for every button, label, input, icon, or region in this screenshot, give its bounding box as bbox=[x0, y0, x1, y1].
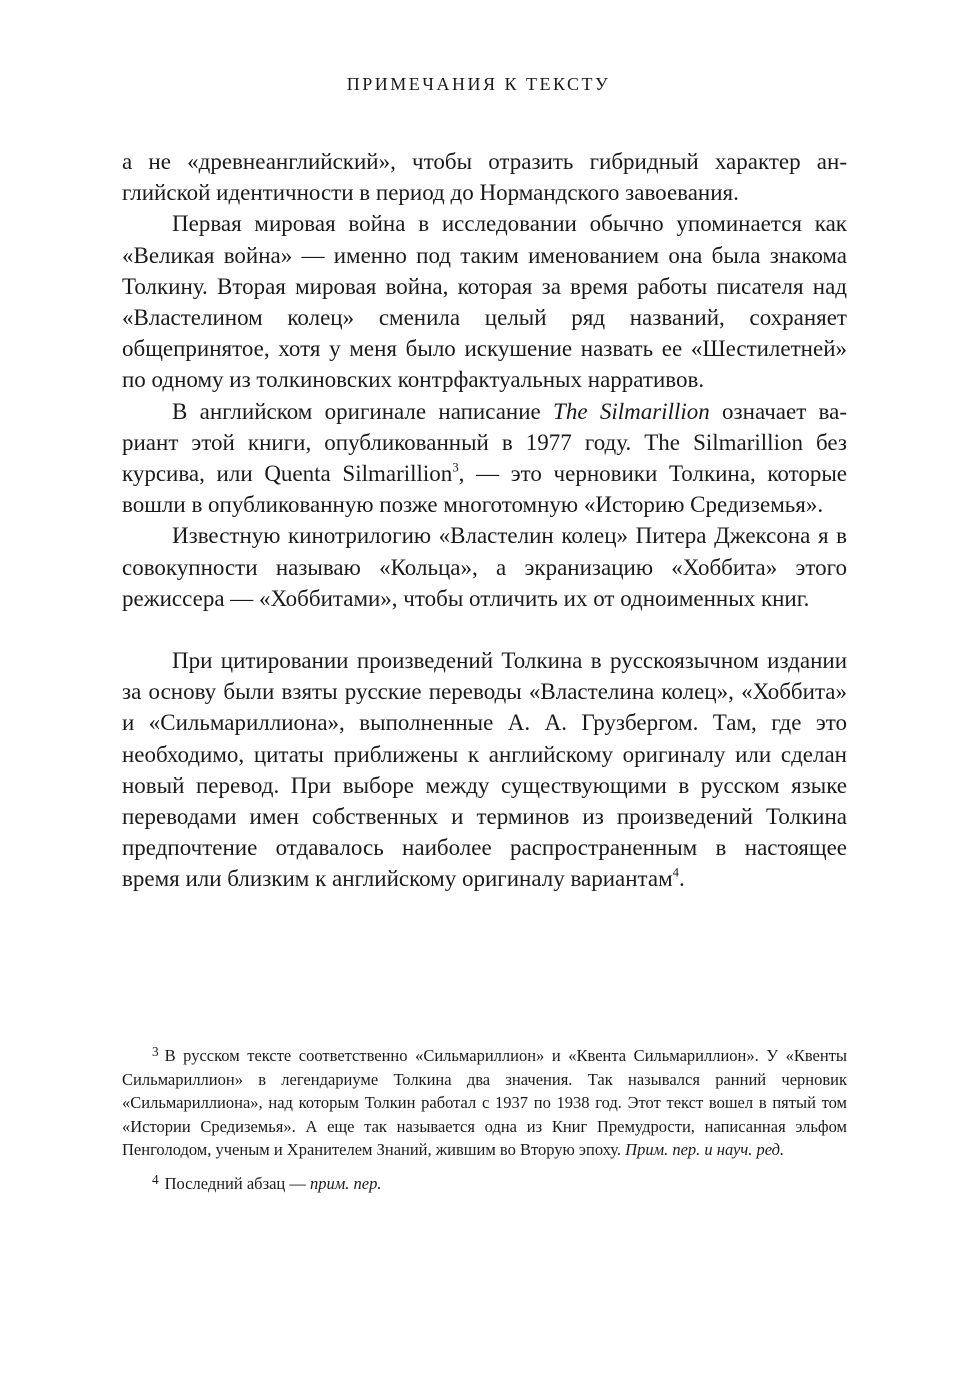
footnote-ref-3[interactable]: 3 bbox=[452, 460, 459, 475]
footnote-4-mark: 4 bbox=[152, 1172, 159, 1188]
footnotes bbox=[122, 1044, 847, 1196]
paragraph-3 bbox=[122, 396, 847, 521]
paragraph-5-text-b: . bbox=[678, 866, 685, 892]
footnote-3 bbox=[122, 1044, 847, 1162]
footnote-4-note: прим. пер. bbox=[309, 1173, 382, 1193]
footnote-3-mark: 3 bbox=[152, 1044, 159, 1060]
running-header: ПРИМЕЧАНИЯ К ТЕКСТУ bbox=[346, 74, 611, 94]
paragraph-1: а не «древнеанглийский», чтобы отразить гибридный характер английской идентичности в период до Нормандского завоевания. bbox=[122, 149, 847, 206]
footnote-4-text: Последний абзац — bbox=[164, 1173, 310, 1193]
paragraph-2: Первая мировая война в исследовании обычно упоминается как «Великая война» — именно под таким именованием она была знакома Толкину. Вторая мировая война, которая за время работы писателя над «Властелином колец» сменила целый ряд названий, сохраняет общепринятое, хотя у меня было искушение назвать ее «Шестилетней» по одному из толкиновских контрфактуальных нарративов. bbox=[122, 211, 847, 393]
footnote-3-text: В русском тексте соответственно «Сильмариллион» и «Квента Сильмариллион». У «Квенты Сильмариллион» в легендариуме Толкина два значения. Так назывался ранний черновик «Сильмариллиона», над которым Толкин работал с 1937 по 1938 год. Этот текст вошел в пятый том «Истории Средиземья». А еще так называется одна из Книг Премудрости, написанная эльфом Пенголодом, ученым и Хранителем Знаний, жившим во Вторую эпоху. bbox=[122, 1046, 847, 1160]
footnote-4 bbox=[122, 1172, 847, 1196]
main-text bbox=[122, 146, 847, 895]
footnote-ref-4[interactable]: 4 bbox=[672, 865, 679, 880]
paragraph-4: Известную кинотрилогию «Властелин колец» Питера Джексона я в совокупности называю «Кольца», а экранизацию «Хоббита» этого режиссера — «Хоббитами», чтобы отличить их от одноименных книг. bbox=[122, 523, 847, 611]
footnote-3-note: Прим. пер. и науч. ред. bbox=[625, 1140, 785, 1160]
paragraph-3-text-b: означает вариант этой книги, опубликованный в 1977 году. The Silmarillion без курсива, или Quenta Silmarillion bbox=[122, 398, 847, 487]
silmarillion-title-italic: The Silmarillion bbox=[553, 398, 710, 424]
paragraph-5 bbox=[122, 645, 847, 895]
paragraph-3-text-c: , — это черновики Толкина, которые вошли в опубликованную позже многотомную «Историю Средиземья». bbox=[122, 461, 847, 518]
paragraph-5-text-a: При цитировании произведений Толкина в русскоязычном издании за основу были взяты русские переводы «Властелина колец», «Хоббита» и «Сильмариллиона», выполненные А. А. Грузбергом. Там, где это необходимо, цитаты приближены к английскому оригиналу или сделан новый перевод. При выборе между существующими в русском языке переводами имен собственных и терминов из произведений Толкина предпочтение отдавалось наиболее распространенным в настоящее время или близким к английскому оригиналу вариантам bbox=[122, 648, 847, 892]
paragraph-3-text-a: В английском оригинале написание bbox=[172, 398, 554, 424]
